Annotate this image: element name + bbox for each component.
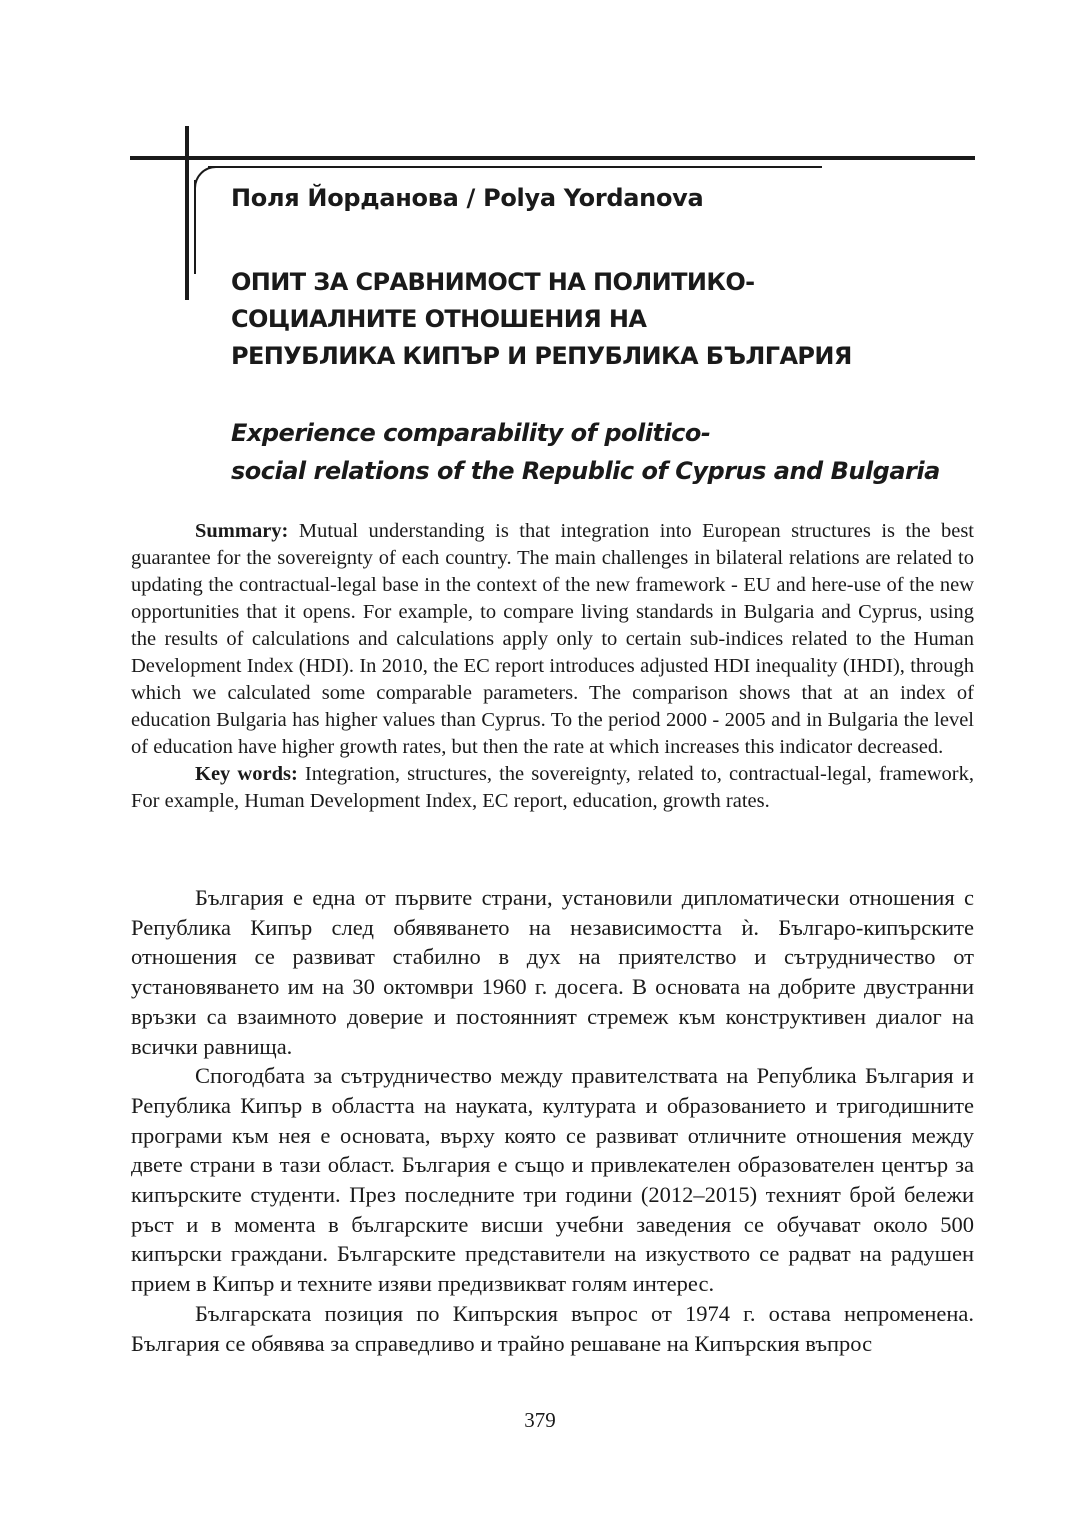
summary-label: Summary:	[195, 520, 289, 542]
header-rule-thin	[208, 166, 822, 168]
summary-text: Mutual understanding is that integration into European structures is the best guarantee for the sovereignty of each country. The main challenges in bilateral relations are related to updating the contractual-legal base in the context of the new framework - EU and here-use of the new opportunities that it opens. For example, to compare living standards in Bulgaria and Cyprus, using the results of calculations and calculations apply only to certain sub-indices related to the Human Development Index (HDI). In 2010, the EC report introduces adjusted HDI inequality (IHDI), through which we calculated some comparable parameters. The comparison shows that at an index of education Bulgaria has higher values than Cyprus. To the period 2000 - 2005 and in Bulgaria the level of education have higher growth rates, but then the rate at which increases this indicator decreased.	[131, 520, 974, 758]
header-rule-top	[130, 156, 975, 160]
title-bg-line: СОЦИАЛНИТЕ ОТНОШЕНИЯ НА	[231, 305, 647, 333]
summary-paragraph	[131, 518, 974, 761]
page-number: 379	[524, 1408, 556, 1432]
body-paragraph: Българската позиция по Кипърския въпрос от 1974 г. остава непроменена. България се обявява за справедливо и трайно решаване на Кипърския въпрос	[131, 1300, 974, 1356]
body-text	[131, 883, 974, 1358]
title-bulgarian	[231, 264, 852, 375]
body-paragraph: България е една от първите страни, установили дипломатически отношения с Република Кипър след обявяването на независимостта ѝ. Българо-кипърските отношения се развиват стабилно в дух на приятелство и сътрудничество от установяването им на 30 октомври 1960 г. досега. В основата на добрите двустранни връзки са взаимното доверие и постоянният стремеж към конструктивен диалог на всички равнища.	[131, 885, 974, 1059]
title-bg-line: РЕПУБЛИКА КИПЪР И РЕПУБЛИКА БЪЛГАРИЯ	[231, 342, 852, 370]
keywords-paragraph	[131, 761, 974, 815]
keywords-label: Key words:	[195, 763, 298, 785]
title-en-line: Experience comparability of politico-	[231, 419, 711, 447]
body-paragraph: Спогодбата за сътрудничество между правителствата на Република България и Република Кипър в областта на науката, културата и образованието и тригодишните програми към нея е основата, върху която се развиват отличните отношения между двете страни в тази област. България е също и привлекателен образователен център за кипърските студенти. През последните три години (2012–2015) техният брой бележи ръст и в момента в българските висши учебни заведения се обучават около 500 кипърски граждани. Българските представители на изкуството се радват на радушен прием в Кипър и техните изяви предизвикват голям интерес.	[131, 1063, 974, 1297]
header-rule-vertical-thin	[194, 180, 196, 274]
header-rule-corner	[194, 166, 218, 190]
abstract	[131, 518, 974, 815]
author-name: Поля Йорданова / Polya Yordanova	[231, 184, 704, 212]
title-english	[231, 414, 940, 490]
keywords-text: Integration, structures, the sovereignty, related to, contractual-legal, framework, For example, Human Development Index, EC report, education, growth rates.	[131, 763, 974, 812]
title-bg-line: ОПИТ ЗА СРАВНИМОСТ НА ПОЛИТИКО-	[231, 268, 755, 296]
title-en-line: social relations of the Republic of Cyprus and Bulgaria	[231, 457, 940, 485]
header-rule-vertical	[185, 126, 189, 300]
